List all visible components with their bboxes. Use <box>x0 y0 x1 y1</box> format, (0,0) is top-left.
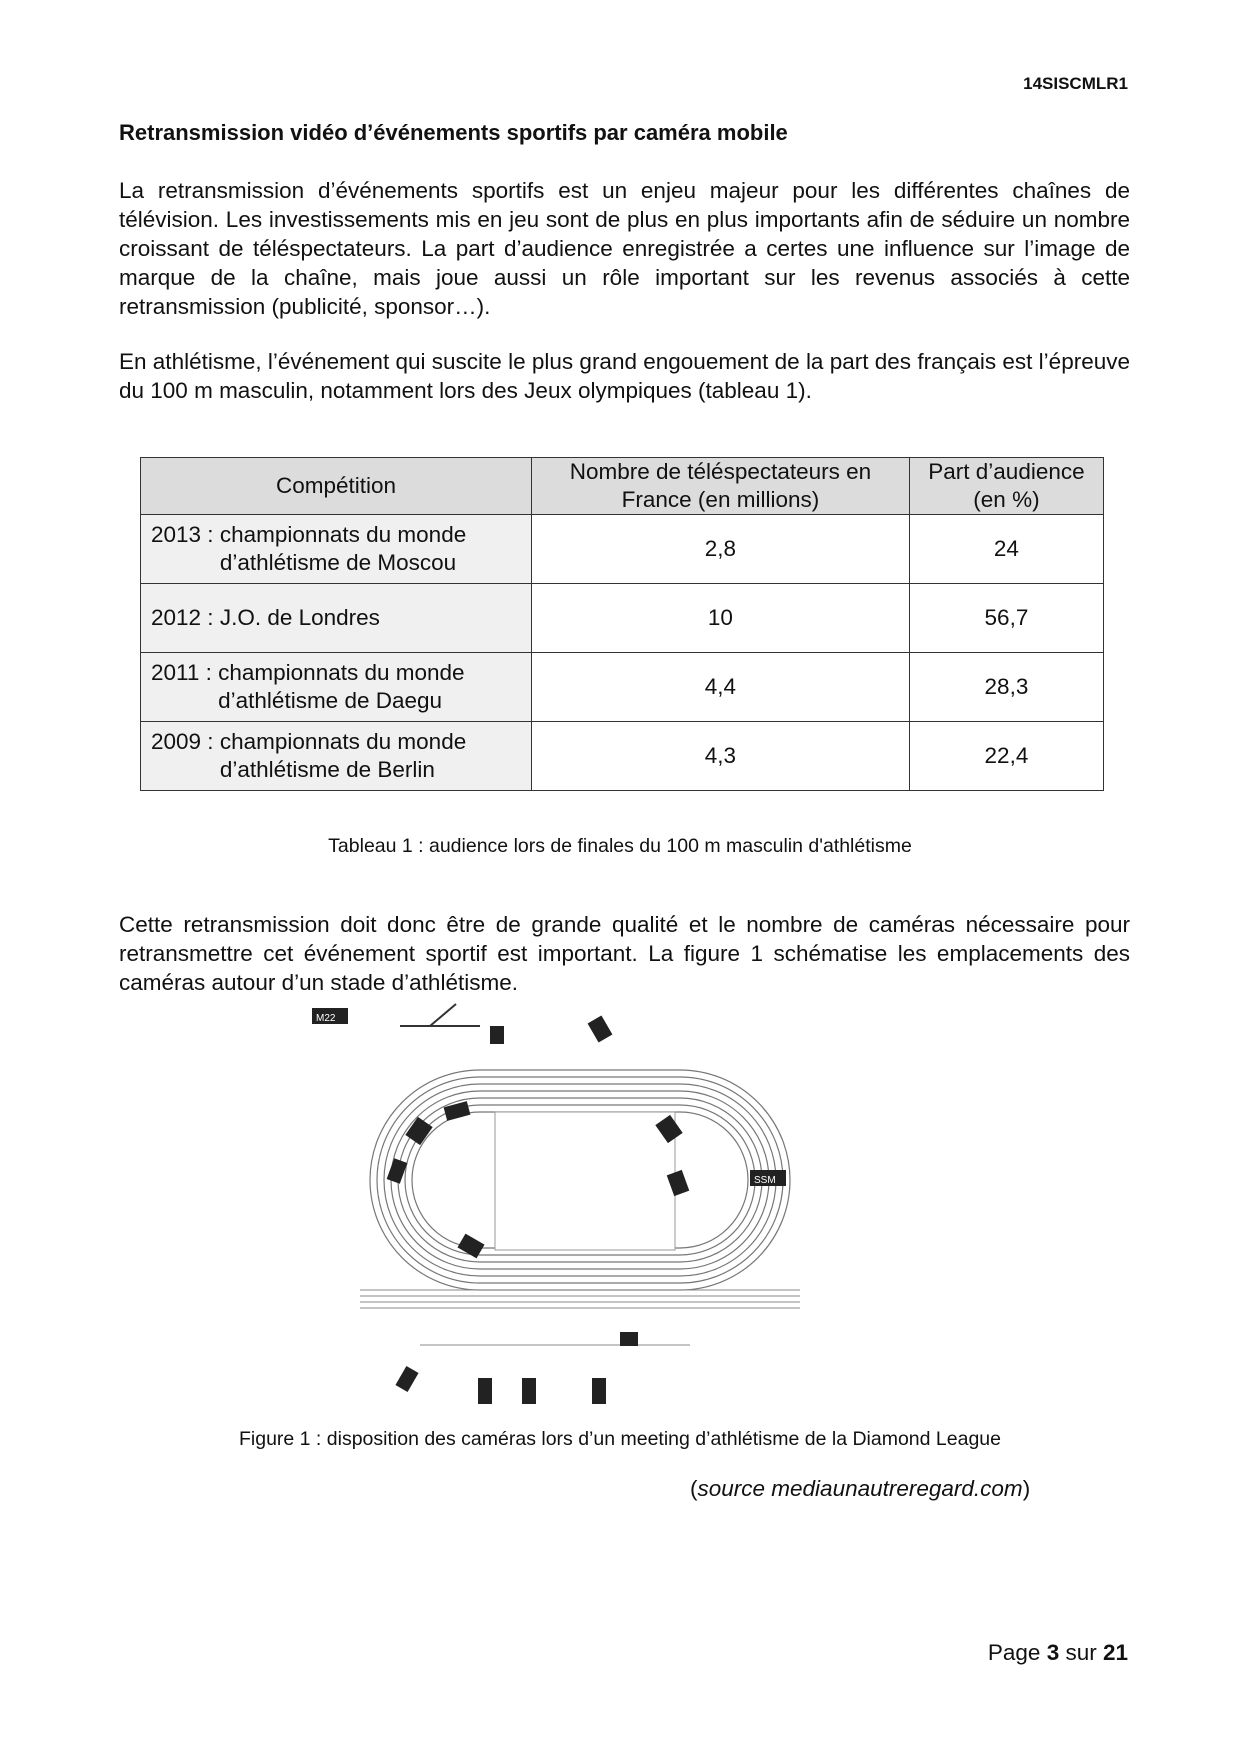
competition-year: 2012 : <box>151 605 220 630</box>
audience-table <box>140 457 1104 791</box>
camera-label-m22: M22 <box>316 1013 336 1024</box>
competition-cell <box>141 515 532 584</box>
cameras-paragraph: Cette retransmission doit donc être de grande qualité et le nombre de caméras nécessaire pour retransmettre cet événement sportif est important. La figure 1 schématise les emplacements des caméras autour d’un stade d’athlétisme. <box>119 912 1130 995</box>
camera-icon <box>620 1332 638 1346</box>
table-caption: Tableau 1 : audience lors de finales du 100 m masculin d'athlétisme <box>328 835 912 857</box>
table-row <box>141 722 1104 791</box>
viewers-cell: 2,8 <box>532 515 910 584</box>
competition-year: 2011 : <box>151 660 219 685</box>
competition-cell <box>141 584 532 653</box>
intro-paragraph: La retransmission d’événements sportifs est un enjeu majeur pour les différentes chaînes de télévision. Les investissements mis en jeu sont de plus en plus importants afin de séduire un nombre croissant de téléspectateurs. La part d’audience enregistrée a certes une influence sur l’image de marque de la chaîne, mais joue aussi un rôle important sur les revenus associés à cette retransmission (publicité, sponsor…). <box>119 178 1130 319</box>
camera-icon <box>490 1026 504 1044</box>
page-number <box>988 1640 1128 1666</box>
share-cell: 56,7 <box>909 584 1103 653</box>
document-code: 14SISCMLR1 <box>1023 74 1128 93</box>
share-cell: 28,3 <box>909 653 1103 722</box>
athletics-paragraph: En athlétisme, l’événement qui suscite le plus grand engouement de la part des français est l’épreuve du 100 m masculin, notamment lors des Jeux olympiques (tableau 1). <box>119 349 1130 403</box>
camera-crane <box>400 1004 480 1026</box>
header-competition: Compétition <box>141 458 532 515</box>
infield <box>495 1112 675 1250</box>
competition-cell <box>141 653 532 722</box>
camera-icon <box>588 1015 613 1042</box>
viewers-cell: 4,4 <box>532 653 910 722</box>
source-close-paren: ) <box>1022 1476 1031 1501</box>
share-cell: 24 <box>909 515 1103 584</box>
page-total: 21 <box>1102 1640 1128 1665</box>
camera-label-ssm: SSM <box>754 1175 776 1186</box>
camera-icon <box>395 1366 418 1392</box>
viewers-cell: 10 <box>532 584 910 653</box>
header-share: Part d’audience (en %) <box>909 458 1103 515</box>
home-straight <box>360 1290 800 1345</box>
table-header-row <box>141 458 1104 515</box>
camera-icon <box>478 1378 492 1404</box>
competition-year: 2009 : <box>151 729 220 754</box>
figure-source <box>690 1476 1030 1502</box>
competition-name: championnats du monde d’athlétisme de Daegu <box>218 660 465 713</box>
table-row <box>141 515 1104 584</box>
competition-cell <box>141 722 532 791</box>
competition-name: championnats du monde d’athlétisme de Berlin <box>219 729 467 782</box>
page-sur: sur <box>1059 1640 1103 1665</box>
table-row <box>141 653 1104 722</box>
camera-icon <box>592 1378 606 1404</box>
camera-icon <box>405 1117 432 1145</box>
viewers-cell: 4,3 <box>532 722 910 791</box>
figure-caption: Figure 1 : disposition des caméras lors d’un meeting d’athlétisme de la Diamond League <box>238 1428 1001 1450</box>
source-text: source mediaunautreregard.com <box>697 1476 1023 1501</box>
header-viewers: Nombre de téléspectateurs en France (en millions) <box>532 458 910 515</box>
competition-name: championnats du monde d’athlétisme de Moscou <box>219 522 467 575</box>
page-label: Page <box>987 1640 1047 1665</box>
table-row <box>141 584 1104 653</box>
competition-name: J.O. de Londres <box>219 605 380 630</box>
stadium-camera-diagram <box>316 1000 910 1415</box>
page-title: Retransmission vidéo d’événements sportifs par caméra mobile <box>119 120 788 145</box>
camera-icon <box>387 1158 408 1183</box>
share-cell: 22,4 <box>909 722 1103 791</box>
competition-year: 2013 : <box>151 522 220 547</box>
page-current: 3 <box>1046 1640 1060 1665</box>
source-open-paren: ( <box>690 1476 698 1501</box>
camera-icon <box>522 1378 536 1404</box>
